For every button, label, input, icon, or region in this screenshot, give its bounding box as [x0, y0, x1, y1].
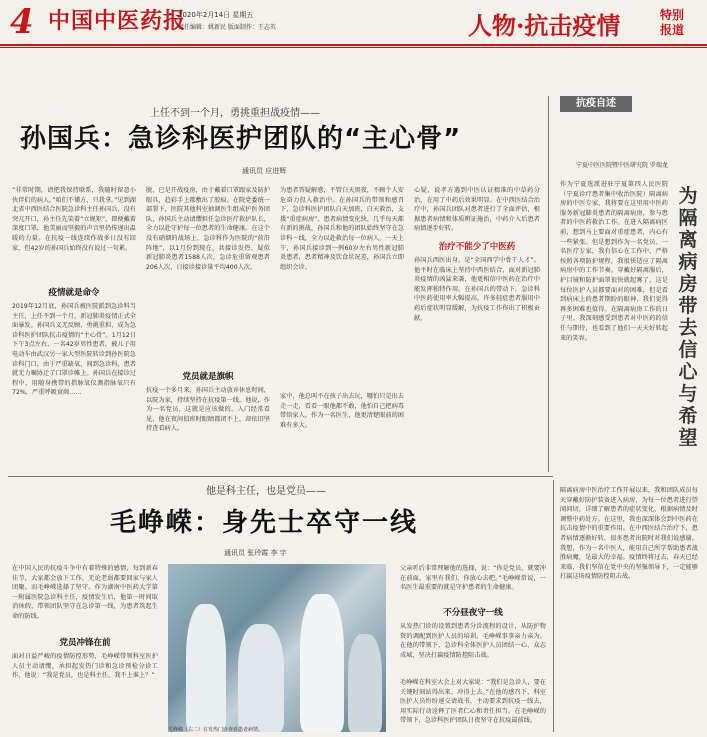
photo-figure — [300, 594, 344, 732]
section-divider — [8, 476, 553, 477]
column-divider — [553, 480, 554, 732]
article2-col1-body: 面对日益严峻的疫情防控形势，毛峥嵘带领科室医护人员主动请缨，承担起发热门诊和急诊预检分诊工作，他说：“我是党员，也是科主任，我不上谁上？” — [12, 653, 158, 680]
sidebar-tag: 抗疫自述 — [560, 96, 632, 112]
photo-caption: 毛峥嵘（右二）在发热门诊查看患者病情。 — [168, 727, 264, 733]
article1-subhead-2: 党员就是旗帜 — [182, 372, 234, 382]
article2-col2-body: 从发热门诊的设置到患者分诊流程的设计，从防护物资的调配到医护人员的培训，毛峥嵘事事亲力亲为。在他的带领下，急诊科全体医护人员团结一心、众志成城，坚决打赢疫情防控阻击战。 — [400, 623, 546, 659]
article1-col2-tail: 抗疫一个多月来，孙国兵主动放弃休息时间，以院为家，持续坚持在抗疫第一线。他说，作为一名党员，这就是应该做的。入门经常看见，他在夜间值班时眼睛都闭不上，却依旧坚持查看病人。 — [146, 387, 270, 433]
article2-col2-intro: 父亲听后非常理解他的选择，说：“你是党员，就要冲在前面，家里有我们，你放心去吧。”毛峥嵘常说，一名医生最重要的就是守护患者的生命健康。 — [400, 565, 546, 592]
article2-col1-intro: 在中国人民的抗疫斗争中有着特殊的感情，每到新春佳节，大家都会放下工作，无论老弱都要回家与家人团聚。而毛峥嵘选择了坚守。作为湖南中医药大学第一附属医院急诊科主任，疫情发生后，他第一时间取消休假，带领团队坚守在急诊第一线，为患者筑起生命的防线。 — [12, 565, 158, 620]
article1-col2-body: 脱，已是开战疫房，由于戴着口罩跟家及防护眼具，趋彩手上都敷出了胶痕。在院党委统一部署下，医院其他科室抽调医生组成护医务团队，孙国兵主动请缨担任急诊医疗救护队长，全力以赴守护每一位患者的生命健康。在这个没有硝烟的战场上，急诊科作为医院的“前沿阵地”，以1月份到现在，共接诊发热、疑似新冠肺炎患者1588人次，急诊危重留观患者206人次，日接诊接诊量平均400人次。 — [146, 187, 270, 271]
article1-title: 孙国兵：急诊科医护团队的“主心骨” — [20, 124, 462, 154]
article1-kicker: 上任不到一个月，勇挑重担战疫情—— — [150, 108, 320, 119]
article1-subhead-1: 疫情就是命令 — [48, 288, 100, 298]
article2-byline: 通讯员 张玲霞 李 宇 — [224, 549, 287, 557]
sidebar-vertical-title: 为隔离病房带去信心与希望 — [678, 185, 698, 449]
sidebar-text-continued: 隔离病房中医治疗工作开展以来，我和团队成员每天穿戴好防护装备进入病房，为每一位患者进行望闻问切，详细了解患者的症状变化，根据病情及时调整中药处方。在这里，我也深深体会到中医药在抗击疫情中的重要作用。在中西医结合治疗下，患者病情逐渐好转，很多患者出院时对我们说感谢。我想，作为一名中医人，能用自己所学帮助患者战胜病魔，是最大的幸福。疫情终将过去，春天已经来临，我们坚信在党中央的坚强领导下，一定能够打赢这场疫情防控阻击战。 — [560, 487, 698, 581]
article2-subhead-1: 党员冲锋在前 — [59, 638, 111, 648]
page-number: 4 — [10, 2, 34, 42]
article2-kicker: 他是科主任，也是党员—— — [206, 486, 326, 497]
article1-col1-body: 2019年12月底，孙国兵被医院派到急诊科当主任，上任不到一个月，新冠肺炎疫情正式全面暴发。孙国兵义无反顾，勇挑重担，成为急诊科医护团队抗击疫情的“主心骨”。1月12日下午3点左右，一名42岁男性患者，被儿子用电动车由武汉另一家大型医院转诊到孙医院急诊科门口，由于严重缺氧，间到急诊科，患者就无力嘱协迁了口罩诊帷上。孙国兵在接诊过程中，用随身携带的指脉氧仪测指脉氧只有72%，严重呼吸衰竭…… — [12, 303, 136, 397]
article1-col4-body: 孙国兵西医出身，是“全国西学中骨干人才”。他平时在临床上坚持中西医结合，面对新冠肺炎疫情的凶猛来袭，他更相信中医药在治疗中能发挥独特作用。在孙国兵的带动下，急诊科中医药使用率大幅提高，许多轻症患者服用中药后症状明显缓解，为抗疫工作作出了积极贡献。 — [414, 257, 540, 322]
newspaper-logo: 中国中医药报 — [48, 8, 187, 34]
date-line: 2020年2月14日 星期五 — [178, 11, 254, 19]
article2-subhead-2: 不分昼夜守一线 — [443, 608, 503, 618]
article1-col1-intro: “非常时期，请把我保持联系，我随时留意小伙伴们的病人。”咱们不懂方，只我拿。”见到湖北省中西医结合医院急诊科主任孙国兵，没有突兀开口，孙主任先笑着“立规矩”，即便戴着深度口罩，他美丽而坚毅的声音里仍传递出温暖的力量。在抗疫一线连续作战多日没有回家，但42岁的孙国兵始终没有说过一句累。 — [12, 187, 136, 252]
article2-col3-body: 毛峥嵘在科室大会上对大家说：“我们是急诊人，要在关键时刻站得出来、冲得上去。”在他的感召下，科室医护人员纷纷递交请战书，主动要求到抗疫一线去，用实际行动诠释了医者仁心和责任担当。在毛峥嵘的带领下，急诊科医护团队日夜坚守在抗疫最前线。 — [400, 679, 546, 725]
article1-col3-body: 为患者答疑解惑，不管白天黑夜，不顾个人安危奋力投入救治中。在孙国兵的带领和感召下，急诊科医护团队白天加班，白天救治，支援“重症病房”。患者病情变化快，几乎每天都有新的挑战，孙国兵和他的团队始终坚守在急诊科一线，全力以赴救治每一位病人。一天上午，孙国兵接诊到一例60岁左右男性新冠肺炎患者，患者精神及饮食状况差，孙国兵立即组织会诊。 — [280, 187, 404, 271]
article1-byline: 通讯员 应进辉 — [242, 167, 287, 175]
section-title: 人物·抗击疫情 — [468, 11, 621, 40]
sidebar-text: 作为宁夏选派进驻宁夏第四人民医院（宁夏诊疗患者集中收治医院）隔离病房的中医专家，我将要在这里用中医药服务新冠肺炎患者的隔离病房，参与患者的中医药救治工作。在进入隔离病区前，想到马上要面对重症患者，内心有一些紧张。但是想到作为一名党员、一名医疗专家，我有信心在工作中，严格按照各项防护规程，我很快适应了隔离病房中的工作节奏。穿戴好隔离服后，护目镜和防护面罩很快就起雾了，这是每位医护人员都要面对的困难，但是看到病床上的患者期盼的眼神，我们觉得再多困难也值得。在隔离病房工作的日子里，我深刻感受到患者对中医药的信任与期待，也看到了他们一天天好转起来的笑容。 — [560, 181, 668, 342]
article1-col3-tail: 家中，他总叫不在孩子出去玩，哪怕只是出去走一走，看看一眼他都不敢，他怕自己把病毒带给家人。作为一名医生，他更清楚眼前的困难有多大。 — [280, 393, 404, 429]
article1-subhead-3: 治疗不能少了中医药 — [438, 242, 516, 252]
column-divider — [548, 96, 549, 472]
photo-figure — [348, 634, 382, 732]
photo-figure — [186, 604, 226, 732]
header-rule-thin — [0, 47, 707, 48]
article2-title: 毛峥嵘：身先士卒守一线 — [110, 508, 419, 538]
sidebar-author: 宁夏中医医院暨中医研究院 罗瑞龙 — [576, 162, 668, 169]
article2-photo — [168, 564, 386, 732]
editors-line: 责任编辑：姚新民 版面制作：王志英 — [178, 24, 276, 31]
header-rule — [0, 44, 707, 46]
article1-col4-intro: 心疑，说孝方遇到中医认证精准的中草药分治，在用了中药后效果明显。在中西医结合治疗中，孙国兵团队对患者进行了全面评估，根据患者病情和体质辨证施治，中药介入后患者病情逐步好转。 — [414, 187, 540, 233]
photo-figure — [238, 624, 284, 732]
special-report-label: 特别报道 — [660, 8, 685, 37]
